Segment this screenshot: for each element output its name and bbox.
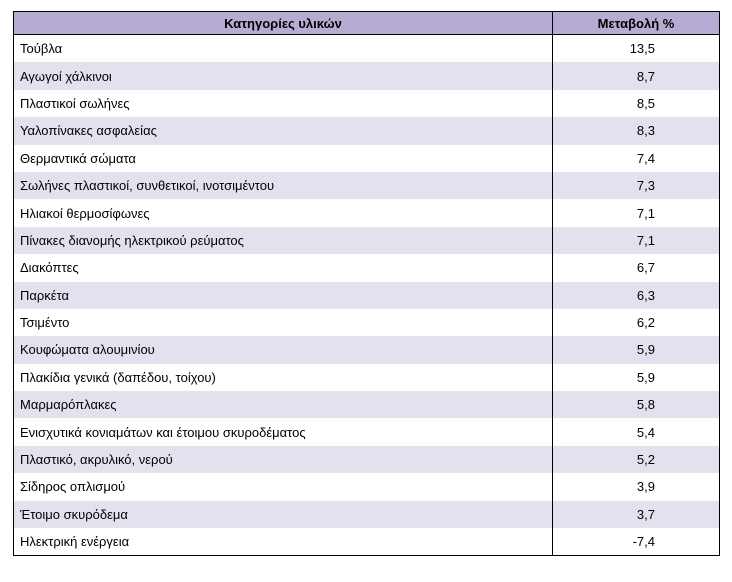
material-category-cell: Πλακίδια γενικά (δαπέδου, τοίχου) [20,369,216,385]
material-category-cell: Πλαστικοί σωλήνες [20,95,130,111]
material-category-cell: Κουφώματα αλουμινίου [14,336,553,363]
column-header-categories: Κατηγορίες υλικών [14,12,553,35]
change-percent-cell: 8,3 [553,117,720,144]
change-percent-cell: 7,3 [553,172,720,199]
table-row [14,528,720,556]
table-row [14,446,720,473]
table-row [14,90,720,117]
column-header-change-percent: Μεταβολή % [553,12,720,35]
table-row [14,364,720,391]
table-row [14,62,720,89]
change-percent-cell: 7,4 [553,145,720,172]
change-percent-cell: 7,1 [553,199,720,226]
change-percent-cell: 8,5 [553,90,720,117]
change-percent-cell: 5,9 [553,336,720,363]
material-category-cell: Ηλιακοί θερμοσίφωνες [20,205,150,221]
materials-change-table [13,11,720,556]
table-row [14,473,720,500]
material-category-cell: Αγωγοί χάλκινοι [14,62,553,89]
change-percent-cell: 5,9 [553,364,720,391]
change-percent-cell: 6,2 [553,309,720,336]
material-category-cell: Σωλήνες πλαστικοί, συνθετικοί, ινοτσιμέντου [14,172,553,199]
material-category-cell: Παρκέτα [14,282,553,309]
material-category-cell: Τούβλα [20,41,63,57]
table-header-row [14,12,720,35]
table-row [14,172,720,199]
table-row [14,282,720,309]
change-percent-cell: 7,1 [553,227,720,254]
table-row [14,336,720,363]
material-category-cell: Θερμαντικά σώματα [20,150,136,166]
change-percent-cell: 5,2 [553,446,720,473]
table-row [14,501,720,528]
material-category-cell: Ενισχυτικά κονιαμάτων και έτοιμου σκυροδέματος [20,424,306,440]
material-category-cell: Ηλεκτρική ενέργεια [20,534,130,550]
material-category-cell: Σίδηρος οπλισμού [20,479,126,495]
change-percent-cell: 3,9 [553,473,720,500]
material-category-cell: Τσιμέντο [20,315,70,331]
change-percent-cell: 6,3 [553,282,720,309]
table-row [14,227,720,254]
material-category-cell: Υαλοπίνακες ασφαλείας [14,117,553,144]
change-percent-cell: 6,7 [553,254,720,281]
table-row [14,309,720,336]
table-row [14,418,720,445]
table-row [14,35,720,63]
change-percent-cell: -7,4 [553,528,720,556]
material-category-cell: Έτοιμο σκυρόδεμα [14,501,553,528]
material-category-cell: Μαρμαρόπλακες [14,391,553,418]
table-row [14,199,720,226]
table-row [14,391,720,418]
material-category-cell: Διακόπτες [20,260,79,276]
materials-table-container [13,11,719,556]
change-percent-cell: 5,8 [553,391,720,418]
table-row [14,254,720,281]
material-category-cell: Πλαστικό, ακρυλικό, νερού [14,446,553,473]
change-percent-cell: 5,4 [553,418,720,445]
change-percent-cell: 8,7 [553,62,720,89]
change-percent-cell: 13,5 [553,35,720,63]
table-row [14,117,720,144]
material-category-cell: Πίνακες διανομής ηλεκτρικού ρεύματος [14,227,553,254]
change-percent-cell: 3,7 [553,501,720,528]
table-row [14,145,720,172]
